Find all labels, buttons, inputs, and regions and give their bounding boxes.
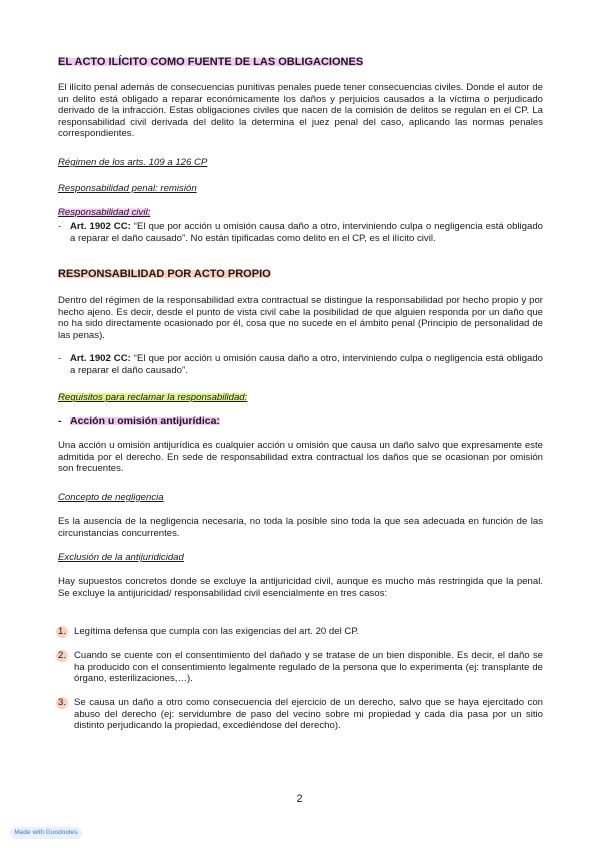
subheading-regimen: Régimen de los arts. 109 a 126 CP (58, 157, 208, 168)
subheading-responsabilidad-civil-text: Responsabilidad civil: (58, 207, 151, 218)
article-quote: “El que por acción u omisión causa daño a otro, interviniendo culpa o negligencia está obligado a reparar el daño causado”. (70, 353, 544, 376)
heading-accion-omision-text: Acción u omisión antijurídica: (70, 415, 220, 427)
item-number: 3. (58, 697, 67, 708)
subheading-requisitos-text: Requisitos para reclamar la responsabilidad: (58, 392, 248, 403)
paragraph-ilicito-penal: El ilícito penal además de consecuencias punitivas penales puede tener consecuencias civiles. Donde el autor de un delito está obligado a reparar económicamente los daños y perjuicios causados a la víctima o perjudicado derivado de la infracción. Estas obligaciones civiles que nacen de la comisión de delitos se regulan en el CP. La responsabilidad civil derivada del delito la determina el juez penal del caso, aplicando las normas penales correspondientes. (58, 82, 543, 140)
list-item-consentimiento (58, 650, 543, 685)
item-text: Se causa un daño a otro como consecuencia del ejercicio de un derecho, salvo que se haya ejercitado con abuso del derecho (ej: servidumbre de paso del vecino sobre mi propiedad y cada día pasa por un sitio distinto perjudicando la propiedad, excediéndose del derecho). (74, 697, 543, 732)
item-number: 1. (58, 626, 67, 637)
subheading-negligencia: Concepto de negligencia (58, 492, 164, 503)
subheading-responsabilidad-penal: Responsabilidad penal: remisión (58, 183, 197, 194)
list-item-ejercicio-derecho (58, 697, 543, 732)
article-quote: “El que por acción u omisión causa daño a otro, interviniendo culpa o negligencia está obligado a reparar el daño causado”. No están tipificadas como delito en el CP, es el ilícito civil. (70, 221, 544, 244)
paragraph-regimen-extracontractual: Dentro del régimen de la responsabilidad extra contractual se distingue la responsabilidad por hecho propio y por hecho ajeno. Es decir, desde el punto de vista civil cabe la posibilidad de que alguien responda por un daño que no ha sido directamente ocasionado por él, cosa que no sucede en el ámbito penal (Principio de personalidad de las penas). (58, 295, 543, 341)
bullet-dash: - (58, 353, 62, 364)
item-number: 2. (58, 650, 67, 661)
goodnotes-badge: Made with Goodnotes (10, 827, 82, 839)
item-text: Legítima defensa que cumpla con las exigencias del art. 20 del CP. (74, 626, 360, 637)
section-title-acto-ilicito (58, 56, 548, 68)
title-text: EL ACTO ILÍCITO COMO FUENTE DE LAS OBLIGACIONES (58, 56, 364, 68)
bullet-art-1902-second (58, 353, 543, 376)
paragraph-exclusion: Hay supuestos concretos donde se excluye la antijuricidad civil, aunque es mucho más restringida que la penal. Se excluye la antijuricidad/ responsabilidad civil esencialmente en tres casos: (58, 576, 543, 599)
paragraph-accion-antijuridica: Una acción u omisión antijurídica es cualquier acción u omisión que causa un daño salvo que expresamente este admitida por el derecho. En sede de responsabilidad extra contractual los daños que se ocasionan por omisión son frecuentes. (58, 440, 543, 475)
list-item-legitima-defensa (58, 626, 543, 638)
item-text: Cuando se cuente con el consentimiento del dañado y se tratase de un bien disponible. Es decir, el daño se ha producido con el consentimiento legalmente regulado de la persona que lo experimenta (ej: transplante de órgano, esterilizaciones,…). (74, 650, 543, 685)
paragraph-negligencia: Es la ausencia de la negligencia necesaria, no toda la posible sino toda la que sea adecuada en función de las circunstancias concurrentes. (58, 516, 543, 539)
bullet-art-1902-first (58, 221, 543, 244)
subheading-responsabilidad-civil (58, 207, 150, 218)
subheading-exclusion: Exclusión de la antijuridicidad (58, 552, 184, 563)
page-number: 2 (296, 793, 303, 805)
subheading-requisitos (58, 392, 247, 403)
section-title-acto-propio (58, 268, 548, 280)
bullet-dash: - (58, 415, 62, 427)
bullet-dash: - (58, 221, 62, 232)
article-reference: Art. 1902 CC: (70, 353, 131, 364)
article-reference: Art. 1902 CC: (70, 221, 131, 232)
heading-accion-omision (58, 416, 543, 428)
title-text: RESPONSABILIDAD POR ACTO PROPIO (58, 268, 271, 280)
